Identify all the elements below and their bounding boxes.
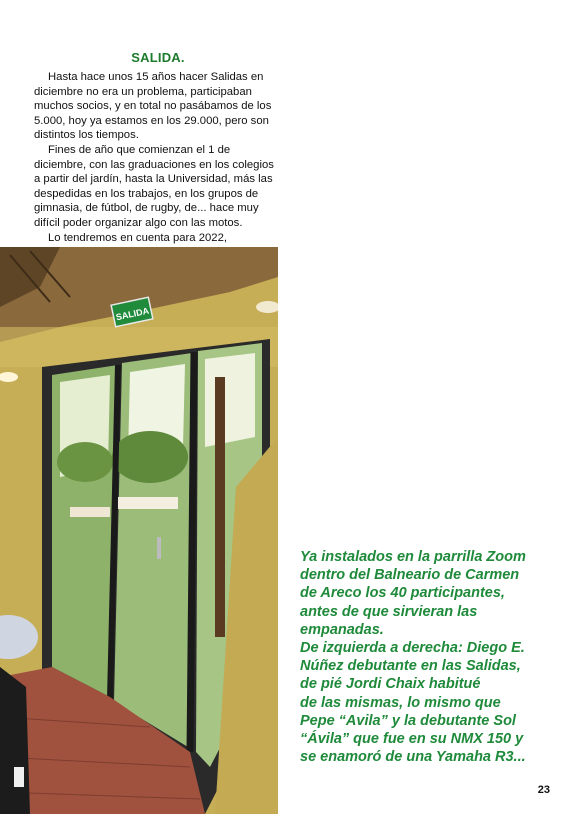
caption-line: empanadas. [300, 621, 384, 638]
article-paragraph: Hasta hace unos 15 años hacer Salidas en diciembre no era un problema, participaban muchos socios, y en total no pasábamos de los 5.000, hoy ya estamos en los 29.000, pero son distintos los tiempos. [34, 71, 272, 142]
article-title: SALIDA. [131, 50, 185, 65]
caption-line: de las mismas, lo mismo que [300, 694, 501, 711]
article-paragraph: Fines de año que comienzan el 1 de diciembre, con las graduaciones en los colegios a partir del jardín, hasta la Universidad, más las despedidas en los trabajos, en los grupos de gimnasia, de fútbol, de rugby, de... hace muy difícil poder organizar algo con las motos. [34, 143, 274, 229]
caption-line: se enamoró de una Yamaha R3... [300, 749, 526, 766]
caption-line: dentro del Balneario de Carmen [300, 567, 520, 584]
caption-line: Ya instalados en la parrilla Zoom [300, 549, 526, 565]
article-paragraph: Lo tendremos en cuenta para 2022, [48, 231, 227, 244]
exit-sign-text: SALIDA [114, 305, 150, 323]
photo-illustration [0, 247, 278, 814]
page-number: 23 [537, 784, 550, 796]
article-body [34, 70, 278, 260]
caption-line: De izquierda a derecha: Diego E. [300, 640, 525, 657]
caption-line: de Areco los 40 participantes, [300, 585, 505, 602]
caption-line: antes de que sirvieran las [300, 603, 478, 620]
photo-caption [300, 548, 562, 766]
photo-restaurant-exit [0, 247, 278, 814]
caption-line: Núñez debutante en las Salidas, [300, 658, 521, 675]
caption-line: de pié Jordi Chaix habitué [300, 676, 481, 693]
caption-line: “Ávila” que fue en su NMX 150 y [300, 731, 524, 748]
caption-line: Pepe “Avila” y la debutante Sol [300, 712, 516, 729]
